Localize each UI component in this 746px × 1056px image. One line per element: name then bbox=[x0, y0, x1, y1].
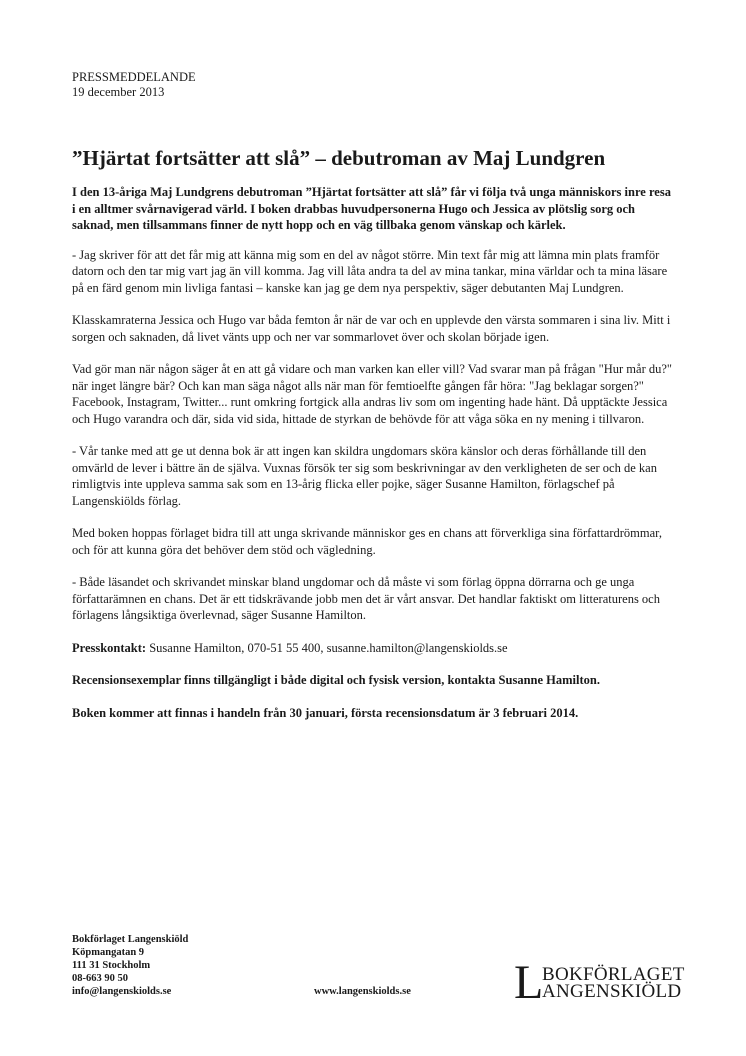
press-contact-details: Susanne Hamilton, 070-51 55 400, susanne.hamilton@langenskiolds.se bbox=[146, 640, 508, 655]
release-date-note: Boken kommer att finnas i handeln från 30 januari, första recensionsdatum är 3 februari 2014. bbox=[72, 705, 579, 720]
logo-line-bottom: ANGENSKIÖLD bbox=[542, 981, 682, 1002]
press-contact-label: Presskontakt: bbox=[72, 640, 147, 655]
body-paragraph: - Både läsandet och skrivandet minskar bland ungdomar och då måste vi som förlag öppna dörrarna och ge unga författarämnen en chans. Det är ett tidskrävande jobb men det är vårt ansvar. Det handlar faktiskt om litteraturens och förlagens långsiktiga överlevnad, säger Susanne Hamilton. bbox=[72, 575, 660, 622]
review-copies-note: Recensionsexemplar finns tillgängligt i både digital och fysisk version, kontakta Susanne Hamilton. bbox=[72, 673, 600, 687]
page-title: ”Hjärtat fortsätter att slå” – debutroman av Maj Lundgren bbox=[72, 146, 606, 170]
body-paragraph: Klasskamraterna Jessica och Hugo var båda femton år när de var och en upplevde den värsta sommaren i sina liv. Mitt i sorgen och saknaden, då livet vänts upp och ner var sommarlovet över och skolan började igen. bbox=[72, 313, 671, 344]
footer-street: Köpmangatan 9 bbox=[72, 947, 145, 958]
lead-paragraph: I den 13-åriga Maj Lundgrens debutroman ”Hjärtat fortsätter att slå” får vi följa två unga människors inre resa i en alltmer svårnavigerad värld. I boken drabbas huvudpersonerna Hugo och Jessica av plötslig sorg och saknad, men tillsammans finner de nytt hopp och en väg tillbaka genom vänskap och kärlek. bbox=[72, 185, 671, 232]
body-paragraph: - Jag skriver för att det får mig att känna mig som en del av något större. Min text får mig att lämna min plats framför datorn och den tar mig vart jag än vill komma. Jag vill låta andra ta del av mina tankar, mina världar och ta mina läsare på en färd genom min livliga fantasi – kanske kan jag ge dem nya perspektiv, säger debutanten Maj Lundgren. bbox=[72, 247, 668, 295]
release-date: 19 december 2013 bbox=[72, 85, 165, 99]
body-paragraph: Med boken hoppas förlaget bidra till att unga skrivande människor ges en chans att förverkliga sina författardrömmar, och för att kunna göra det behöver dem stöd och vägledning. bbox=[72, 526, 662, 557]
body-paragraph: - Vår tanke med att ge ut denna bok är att ingen kan skildra ungdomars sköra känslor och deras förhållande till den omvärld de lever i bättre än de själva. Vuxnas försök ter sig som beskrivningar av den verkligheten de ser och de kan rimligtvis inte uppleva samma sak som en 13-årig flicka eller pojke, säger Susanne Hamilton, förlagschef på Langenskiölds förlag. bbox=[72, 444, 657, 508]
footer-email: info@langenskiolds.se bbox=[72, 986, 172, 997]
release-type-label: PRESSMEDDELANDE bbox=[72, 70, 196, 84]
logo-line-top: BOKFÖRLAGET bbox=[542, 964, 685, 985]
press-contact bbox=[72, 640, 676, 657]
logo-initial: L bbox=[514, 956, 544, 1009]
body-paragraph: Vad gör man när någon säger åt en att gå vidare och man varken kan eller vill? Vad svarar man på frågan "Hur mår du?" när inget längre bär? Och kan man säga något alls när man för femtioelfte gången får höra: "Jag beklagar sorgen?" Facebook, Instagram, Twitter... runt omkring fortgick alla andras liv som om ingenting hade hänt. Då upptäckte Jessica och Hugo varandra och där, sida vid sida, hittade de styrkan de behövde för att våga söka en ny mening i tillvaron. bbox=[72, 362, 673, 426]
release-body bbox=[72, 184, 676, 737]
footer-website: www.langenskiolds.se bbox=[314, 986, 411, 997]
footer-city: 111 31 Stockholm bbox=[72, 960, 151, 971]
publisher-logo bbox=[514, 956, 704, 1009]
footer-company: Bokförlaget Langenskiöld bbox=[72, 934, 189, 945]
footer-address bbox=[72, 933, 188, 998]
footer-phone: 08-663 90 50 bbox=[72, 973, 128, 984]
release-header bbox=[72, 70, 196, 100]
